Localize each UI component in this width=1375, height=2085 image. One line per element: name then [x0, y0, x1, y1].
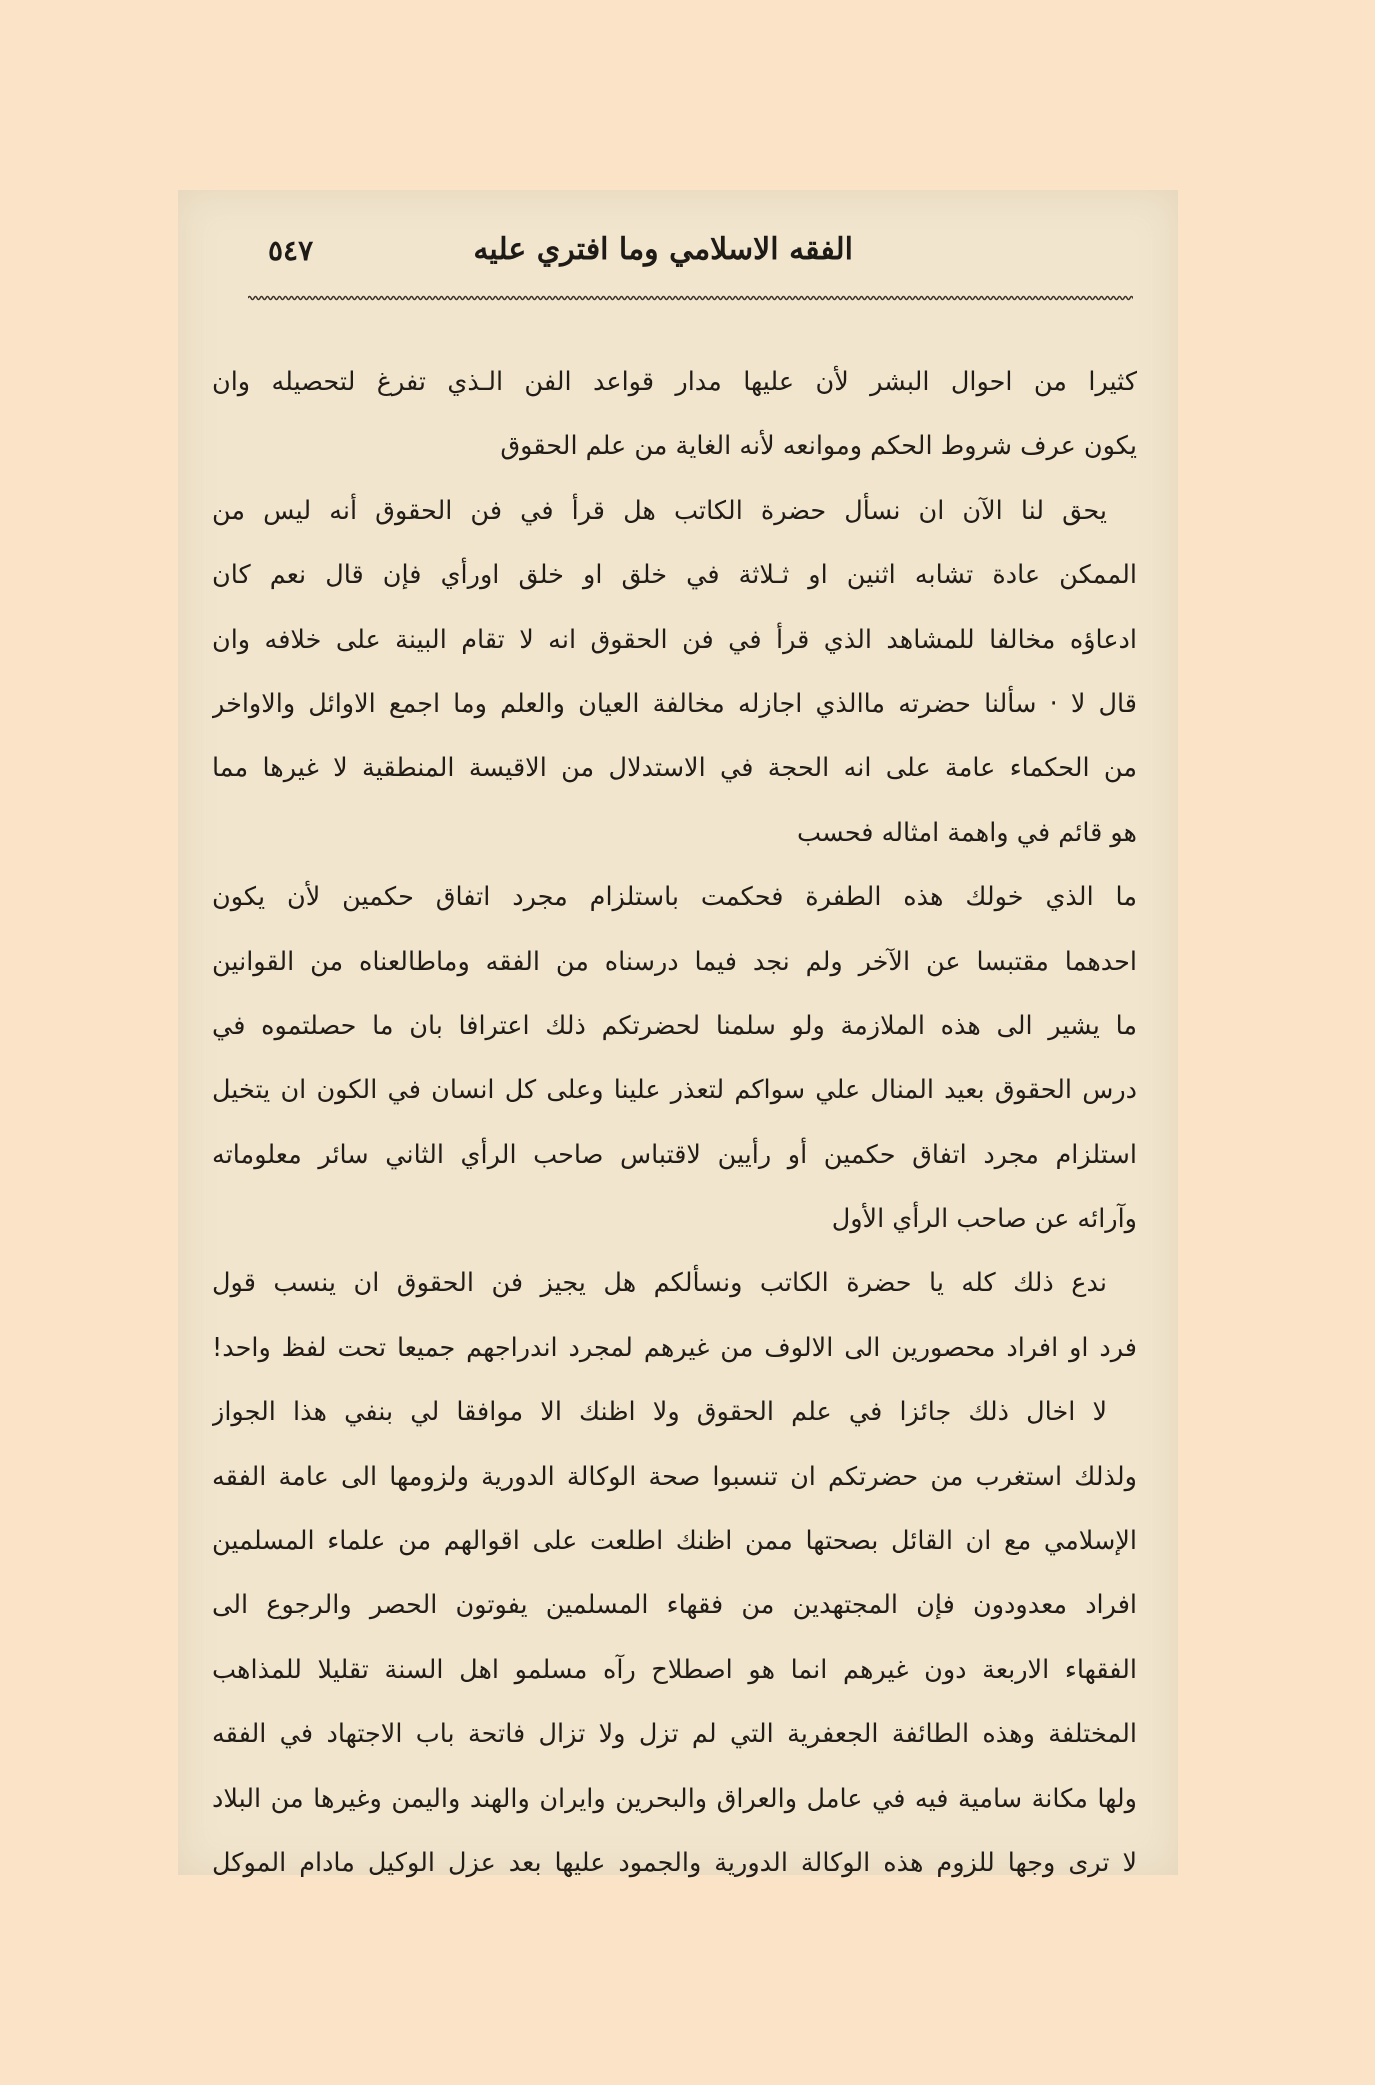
text-line: كثيرا من احوال البشر لأن عليها مدار قواعد الفن الـذي تفرغ لتحصيله وان: [212, 367, 1137, 397]
text-line: ما الذي خولك هذه الطفرة فحكمت باستلزام مجرد اتفاق حكمين لأن يكون: [212, 882, 1137, 913]
text-line: ندع ذلك كله يا حضرة الكاتب ونسألكم هل يجيز فن الحقوق ان ينسب قول: [212, 1268, 1107, 1299]
text-line: يحق لنا الآن ان نسأل حضرة الكاتب هل قرأ في فن الحقوق أنه ليس من: [212, 495, 1107, 526]
text-line: الإسلامي مع ان القائل بصحتها ممن اظنك اطلعت على اقوالهم من علماء المسلمين: [212, 1526, 1137, 1557]
text-line: هو قائم في واهمة امثاله فحسب: [797, 817, 1137, 848]
text-line: استلزام مجرد اتفاق حكمين أو رأيين لاقتباس صاحب الرأي الثاني سائر معلوماته: [212, 1139, 1137, 1170]
text-line: من الحكماء عامة على انه الحجة في الاستدلال من الاقيسة المنطقية لا غيرها مما: [212, 753, 1137, 784]
text-line: ما يشير الى هذه الملازمة ولو سلمنا لحضرتكم ذلك اعترافا بان ما حصلتموه في: [212, 1010, 1137, 1041]
page-number: ٥٤٧: [268, 234, 314, 267]
header-wavy-rule: [248, 294, 1133, 302]
text-line: افراد معدودون فإن المجتهدين من فقهاء المسلمين يفوتون الحصر والرجوع الى: [212, 1590, 1137, 1621]
text-line: المختلفة وهذه الطائفة الجعفرية التي لم تزل ولا تزال فاتحة باب الاجتهاد في الفقه: [212, 1719, 1137, 1750]
text-line: ولها مكانة سامية فيه في عامل والعراق والبحرين وايران والهند واليمن وغيرها من البلاد: [212, 1783, 1137, 1814]
body-text: [212, 350, 1137, 1895]
text-line: لا ترى وجها للزوم هذه الوكالة الدورية والجمود عليها بعد عزل الوكيل مادام الموكل: [212, 1847, 1137, 1878]
text-line: قال لا · سألنا حضرته ماالذي اجازله مخالفة العيان والعلم وما اجمع الاوائل والاواخر: [212, 688, 1137, 719]
text-line: وآرائه عن صاحب الرأي الأول: [831, 1204, 1137, 1235]
running-title: الفقه الاسلامي وما افتري عليه: [473, 232, 853, 267]
text-line: الفقهاء الاربعة دون غيرهم انما هو اصطلاح رآه مسلمو اهل السنة تقليلا للمذاهب: [212, 1654, 1137, 1685]
text-line: فرد او افراد محصورين الى الالوف من غيرهم لمجرد اندراجهم جميعا تحت لفظ واحد!: [212, 1332, 1137, 1363]
book-page: [178, 190, 1178, 1878]
text-line: احدهما مقتبسا عن الآخر ولم نجد فيما درسناه من الفقه وماطالعناه من القوانين: [212, 946, 1137, 977]
text-line: ادعاؤه مخالفا للمشاهد الذي قرأ في فن الحقوق انه لا تقام البينة على خلافه وان: [212, 624, 1137, 655]
text-line: يكون عرف شروط الحكم وموانعه لأنه الغاية من علم الحقوق: [500, 431, 1137, 462]
text-line: لا اخال ذلك جائزا في علم الحقوق ولا اظنك الا موافقا لي بنفي هذا الجواز: [212, 1397, 1107, 1428]
text-line: ولذلك استغرب من حضرتكم ان تنسبوا صحة الوكالة الدورية ولزومها الى عامة الفقه: [212, 1461, 1137, 1492]
running-head: [238, 232, 1118, 282]
text-line: الممكن عادة تشابه اثنين او ثـلاثة في خلق او خلق اورأي فإن قال نعم كان: [212, 560, 1137, 591]
text-line: درس الحقوق بعيد المنال علي سواكم لتعذر علينا وعلى كل انسان في الكون ان يتخيل: [212, 1075, 1137, 1106]
